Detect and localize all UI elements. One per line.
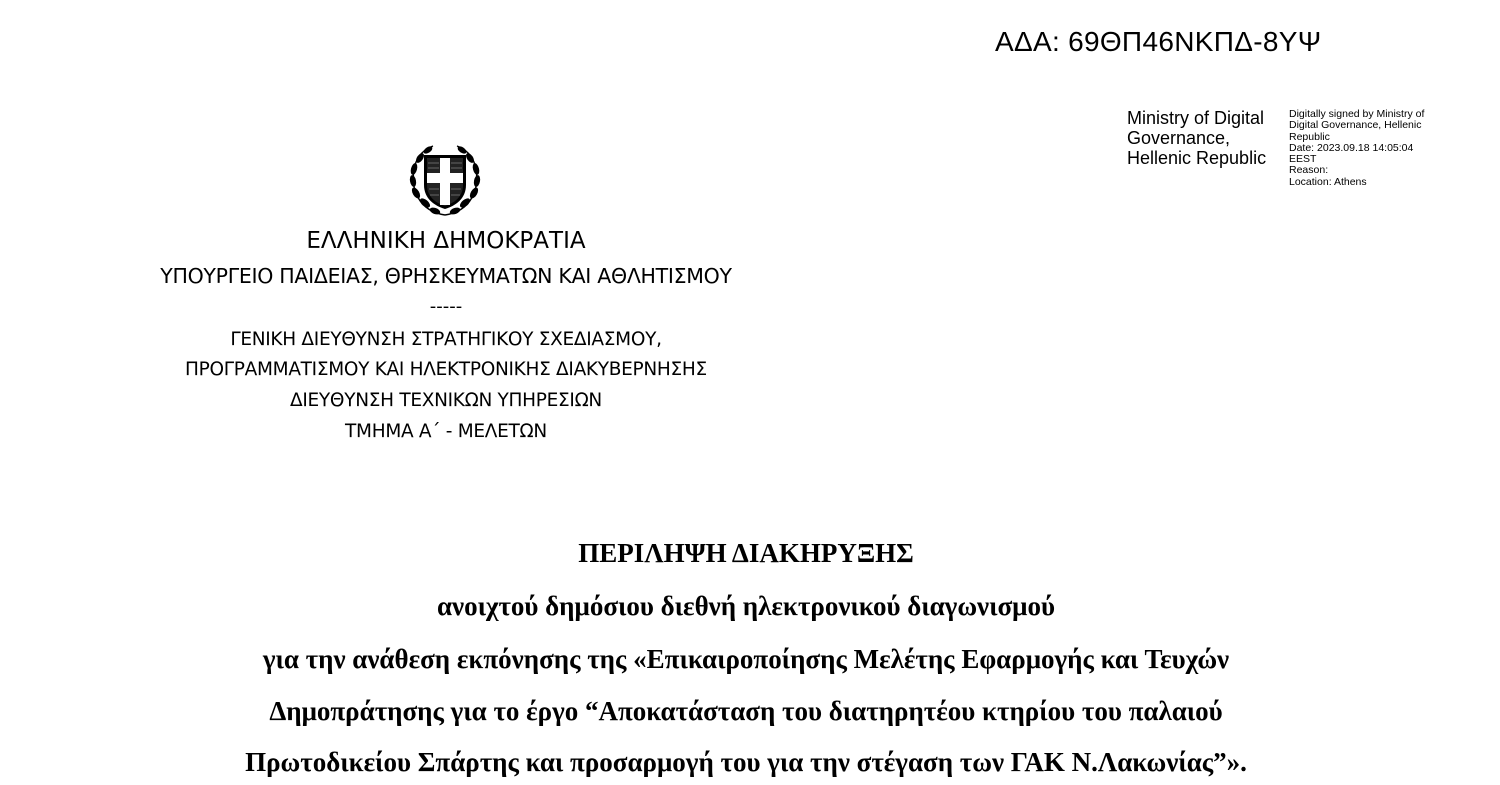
signature-name-line: Hellenic Republic (1127, 148, 1267, 168)
signature-detail-line: Digital Governance, Hellenic (1289, 119, 1422, 132)
document-subtitle-line: ανοιχτού δημόσιου διεθνή ηλεκτρονικού διαγωνισμού (436, 591, 1055, 621)
directorate-name: ΔΙΕΥΘΥΝΣΗ ΤΕΧΝΙΚΩΝ ΥΠΗΡΕΣΙΩΝ (290, 390, 602, 411)
document-subtitle-line: Πρωτοδικείου Σπάρτης και προσαρμογή του για την στέγαση των ΓΑΚ Ν.Λακωνίας”». (245, 747, 1247, 777)
document-subtitle-line: Δημοπράτησης για το έργο “Αποκατάσταση του διατηρητέου κτηρίου του παλαιού (269, 696, 1223, 726)
signature-detail-line: Digitally signed by Ministry of (1289, 108, 1425, 120)
greek-coat-of-arms-icon (405, 141, 485, 221)
general-directorate-line-2: ΠΡΟΓΡΑΜΜΑΤΙΣΜΟΥ ΚΑΙ ΗΛΕΚΤΡΟΝΙΚΗΣ ΔΙΑΚΥΒΕΡΝΗΣΗΣ (185, 359, 707, 380)
digital-signature-details (1289, 109, 1449, 188)
section-name: ΤΜΗΜΑ Α΄ - ΜΕΛΕΤΩΝ (345, 421, 547, 442)
general-directorate-line-1: ΓΕΝΙΚΗ ΔΙΕΥΘΥΝΣΗ ΣΤΡΑΤΗΓΙΚΟΥ ΣΧΕΔΙΑΣΜΟΥ, (230, 329, 662, 350)
ministry-name: ΥΠΟΥΡΓΕΙΟ ΠΑΙΔΕΙΑΣ, ΘΡΗΣΚΕΥΜΑΤΩΝ ΚΑΙ ΑΘΛΗΤΙΣΜΟΥ (160, 264, 732, 288)
country-name: ΕΛΛΗΝΙΚΗ ΔΗΜΟΚΡΑΤΙΑ (306, 228, 586, 254)
signature-detail-line: Date: 2023.09.18 14:05:04 (1289, 141, 1414, 154)
document-title: ΠΕΡΙΛΗΨΗ ΔΙΑΚΗΡΥΞΗΣ (578, 538, 914, 568)
ada-number: ΑΔΑ: 69ΘΠ46ΝΚΠΔ-8ΥΨ (995, 26, 1322, 57)
header-separator: ----- (429, 296, 463, 317)
signature-detail-line: Republic (1289, 130, 1330, 143)
signature-detail-line: Reason: (1289, 164, 1329, 177)
signature-detail-line: EEST (1289, 153, 1317, 166)
signature-detail-line: Location: Athens (1289, 175, 1367, 188)
signature-name-line: Ministry of Digital (1127, 108, 1265, 128)
document-subtitle-line: για την ανάθεση εκπόνησης της «Επικαιροποίησης Μελέτης Εφαρμογής και Τευχών (262, 644, 1230, 674)
signature-name-line: Governance, (1127, 128, 1231, 148)
digital-signature-name (1127, 108, 1266, 168)
